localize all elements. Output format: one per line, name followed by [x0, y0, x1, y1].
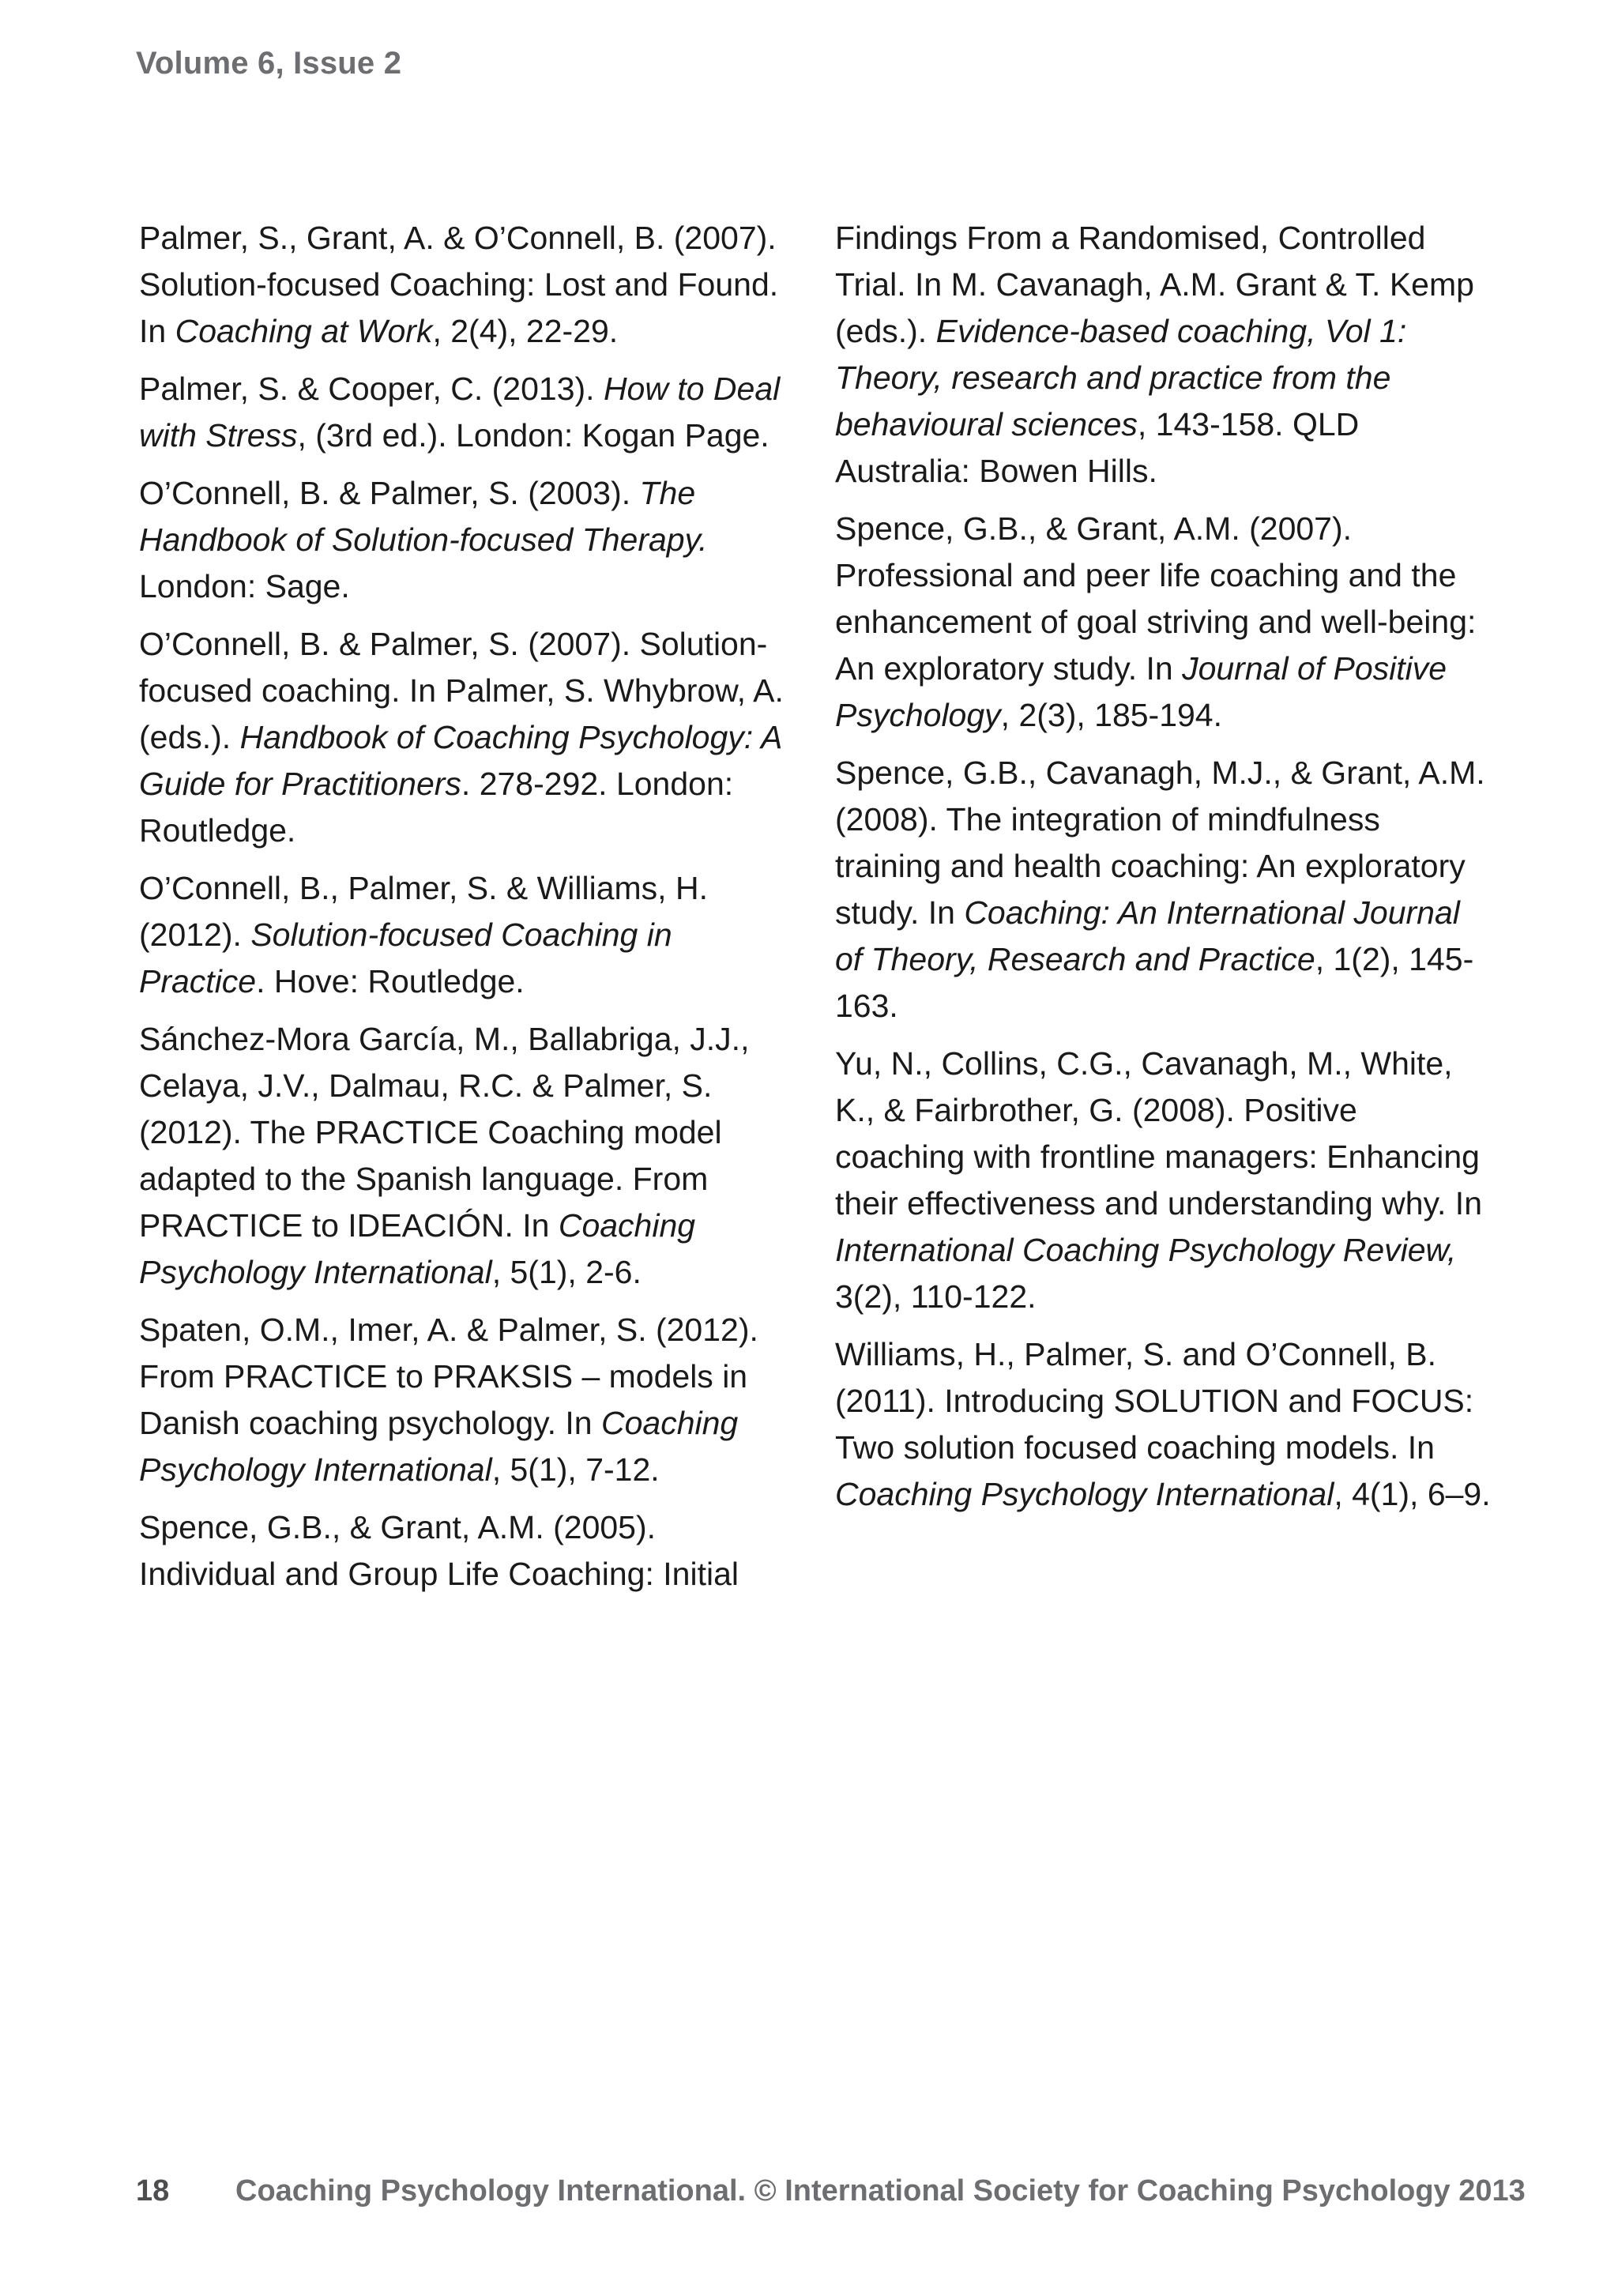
reference-entry [835, 1331, 1491, 1518]
reference-text: O’Connell, B., Palmer, S. & Williams, H. (2012). [139, 870, 708, 953]
reference-entry [139, 470, 787, 610]
reference-text: Spence, G.B., & Grant, A.M. (2007). Professional and peer life coaching and the enhancement of goal striving and well-being: An exploratory study. In [835, 510, 1477, 687]
reference-entry [139, 215, 787, 355]
reference-entry [835, 506, 1491, 739]
reference-text: Spence, G.B., & Grant, A.M. (2005). Individual and Group Life Coaching: Initial [139, 1509, 739, 1592]
reference-entry [139, 1016, 787, 1296]
reference-entry [835, 215, 1491, 495]
reference-title-italic: Coaching Psychology International [139, 1207, 696, 1290]
reference-title-italic: International Coaching Psychology Review, [835, 1232, 1457, 1268]
reference-entry [139, 1504, 787, 1598]
reference-entry [139, 366, 787, 459]
page-number: 18 [136, 2174, 170, 2208]
reference-text: Palmer, S. & Cooper, C. (2013). [139, 371, 604, 407]
reference-title-italic: Evidence-based coaching, Vol 1: Theory, research and practice from the behavioural sciences [835, 313, 1407, 442]
reference-text: Findings From a Randomised, Controlled Trial. In M. Cavanagh, A.M. Grant & T. Kemp (eds.). [835, 220, 1474, 349]
reference-text: Spaten, O.M., Imer, A. & Palmer, S. (2012). From PRACTICE to PRAKSIS – models in Danish coaching psychology. In [139, 1312, 758, 1441]
reference-text: Yu, N., Collins, C.G., Cavanagh, M., White, K., & Fairbrother, G. (2008). Positive coaching with frontline managers: Enhancing their effectiveness and understanding why. In [835, 1045, 1482, 1221]
reference-text: London: Sage. [139, 568, 350, 604]
footer-text: Coaching Psychology International. © International Society for Coaching Psychology 2013 [235, 2174, 1526, 2208]
references-left-column [139, 215, 787, 1609]
reference-text: , (3rd ed.). London: Kogan Page. [297, 417, 769, 454]
reference-title-italic: Coaching Psychology International [139, 1405, 739, 1488]
reference-text: , 5(1), 7-12. [491, 1451, 660, 1488]
reference-text: , 143-158. QLD Australia: Bowen Hills. [835, 406, 1360, 489]
reference-text: Williams, H., Palmer, S. and O’Connell, B. (2011). Introducing SOLUTION and FOCUS: Two solution focused coaching models. In [835, 1336, 1474, 1466]
reference-title-italic: Coaching: An International Journal of Theory, Research and Practice [835, 894, 1460, 977]
reference-text: Sánchez-Mora García, M., Ballabriga, J.J., Celaya, J.V., Dalmau, R.C. & Palmer, S. (2012). The PRACTICE Coaching model adapted to the Spanish language. From PRACTICE to IDEACIÓN. In [139, 1021, 750, 1244]
reference-text: , 5(1), 2-6. [491, 1254, 642, 1290]
reference-entry [139, 621, 787, 854]
reference-text: , 2(3), 185-194. [1000, 697, 1223, 733]
reference-entry [139, 1307, 787, 1493]
reference-title-italic: Journal of Positive Psychology [835, 650, 1447, 733]
running-header: Volume 6, Issue 2 [136, 46, 402, 81]
references-right-column [835, 215, 1491, 1529]
reference-entry [139, 865, 787, 1005]
reference-title-italic: Solution-focused Coaching in Practice [139, 917, 672, 999]
reference-text: O’Connell, B. & Palmer, S. (2003). [139, 475, 640, 511]
reference-title-italic: How to Deal with Stress [139, 371, 781, 454]
reference-text: O’Connell, B. & Palmer, S. (2007). Solution-focused coaching. In Palmer, S. Whybrow, A. (eds.). [139, 626, 784, 755]
reference-text: . Hove: Routledge. [256, 963, 525, 999]
reference-title-italic: Coaching at Work [175, 313, 433, 349]
reference-text: , 4(1), 6–9. [1334, 1476, 1491, 1512]
reference-text: , 1(2), 145-163. [835, 941, 1474, 1024]
reference-text: Palmer, S., Grant, A. & O’Connell, B. (2007). Solution-focused Coaching: Lost and Found. In [139, 220, 779, 349]
reference-text: Spence, G.B., Cavanagh, M.J., & Grant, A.M. (2008). The integration of mindfulness training and health coaching: An exploratory study. In [835, 755, 1485, 931]
reference-title-italic: Coaching Psychology International [835, 1476, 1334, 1512]
reference-entry [835, 750, 1491, 1029]
reference-text: , 2(4), 22-29. [432, 313, 619, 349]
reference-text: . 278-292. London: Routledge. [139, 766, 734, 849]
page-footer [136, 2174, 1526, 2208]
reference-entry [835, 1041, 1491, 1320]
reference-title-italic: Handbook of Coaching Psychology: A Guide for Practitioners [139, 719, 781, 802]
reference-text: 3(2), 110-122. [835, 1278, 1037, 1315]
reference-title-italic: The Handbook of Solution-focused Therapy. [139, 475, 708, 558]
